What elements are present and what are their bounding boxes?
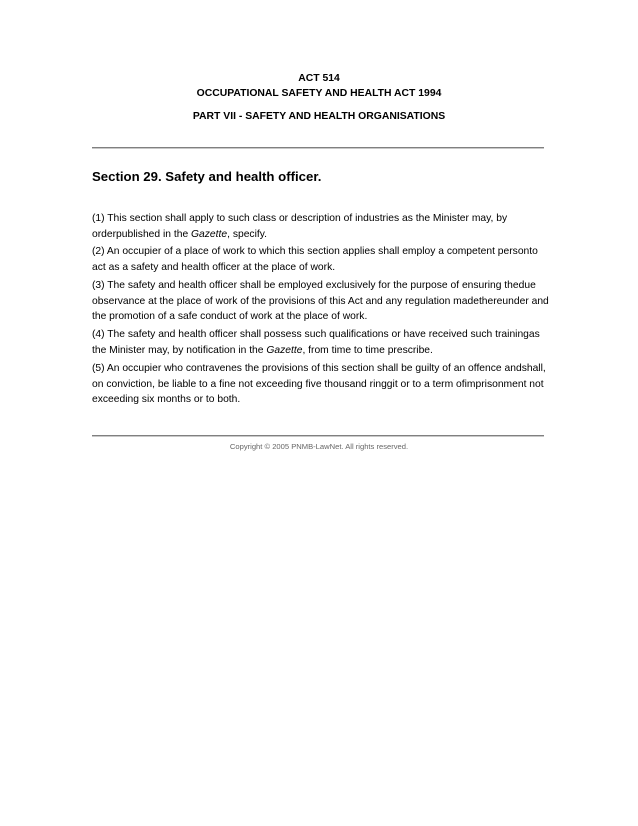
text-segment: published in the	[116, 228, 192, 240]
paragraph-2-line-1: (2) An occupier of a place of work to which this section applies shall employ a competent person	[92, 246, 530, 257]
paragraph-3	[92, 278, 550, 325]
text-segment: as the Minister may, by notification in the	[92, 329, 540, 356]
top-divider	[92, 147, 544, 149]
act-number: ACT 514	[298, 73, 340, 84]
paragraph-5-line-1: (5) An occupier who contravenes the provisions of this section shall be guilty of an offence and	[92, 363, 522, 374]
text-segment: , from time to time prescribe.	[302, 344, 433, 356]
paragraph-5	[92, 361, 550, 408]
paragraph-3-line-3: thereunder and the promotion of a safe conduct of work at the place of work.	[92, 295, 549, 322]
paragraph-5-line-3: imprisonment not exceeding six months or to both.	[92, 378, 544, 405]
paragraph-1-line-1: (1) This section shall apply to such class or description of industries as the Minister may, by order	[92, 213, 508, 240]
paragraph-4-line-1: (4) The safety and health officer shall possess such qualifications or have received such training	[92, 329, 529, 340]
gazette-italic: Gazette	[266, 344, 303, 356]
act-title: OCCUPATIONAL SAFETY AND HEALTH ACT 1994	[196, 88, 442, 99]
bottom-divider	[92, 435, 544, 437]
paragraph-2-line-2: to act as a safety and health officer at the place of work.	[92, 246, 538, 273]
paragraph-4	[92, 327, 550, 358]
paragraph-2	[92, 244, 550, 275]
gazette-italic: Gazette	[191, 228, 228, 240]
paragraph-3-line-1: (3) The safety and health officer shall be employed exclusively for the purpose of ensuring the	[92, 280, 519, 291]
paragraph-5-line-2: shall, on conviction, be liable to a fine not exceeding five thousand ringgit or to a term of	[92, 363, 546, 390]
part-title: PART VII - SAFETY AND HEALTH ORGANISATIONS	[192, 111, 446, 122]
paragraph-1-line-2	[116, 229, 267, 240]
text-segment: , specify.	[227, 228, 267, 240]
section-title: Section 29. Safety and health officer.	[92, 169, 322, 184]
copyright-notice: Copyright © 2005 PNMB-LawNet. All rights reserved.	[229, 442, 409, 451]
paragraph-3-line-2: due observance at the place of work of the provisions of this Act and any regulation made	[92, 280, 536, 307]
paragraph-1	[92, 211, 550, 242]
